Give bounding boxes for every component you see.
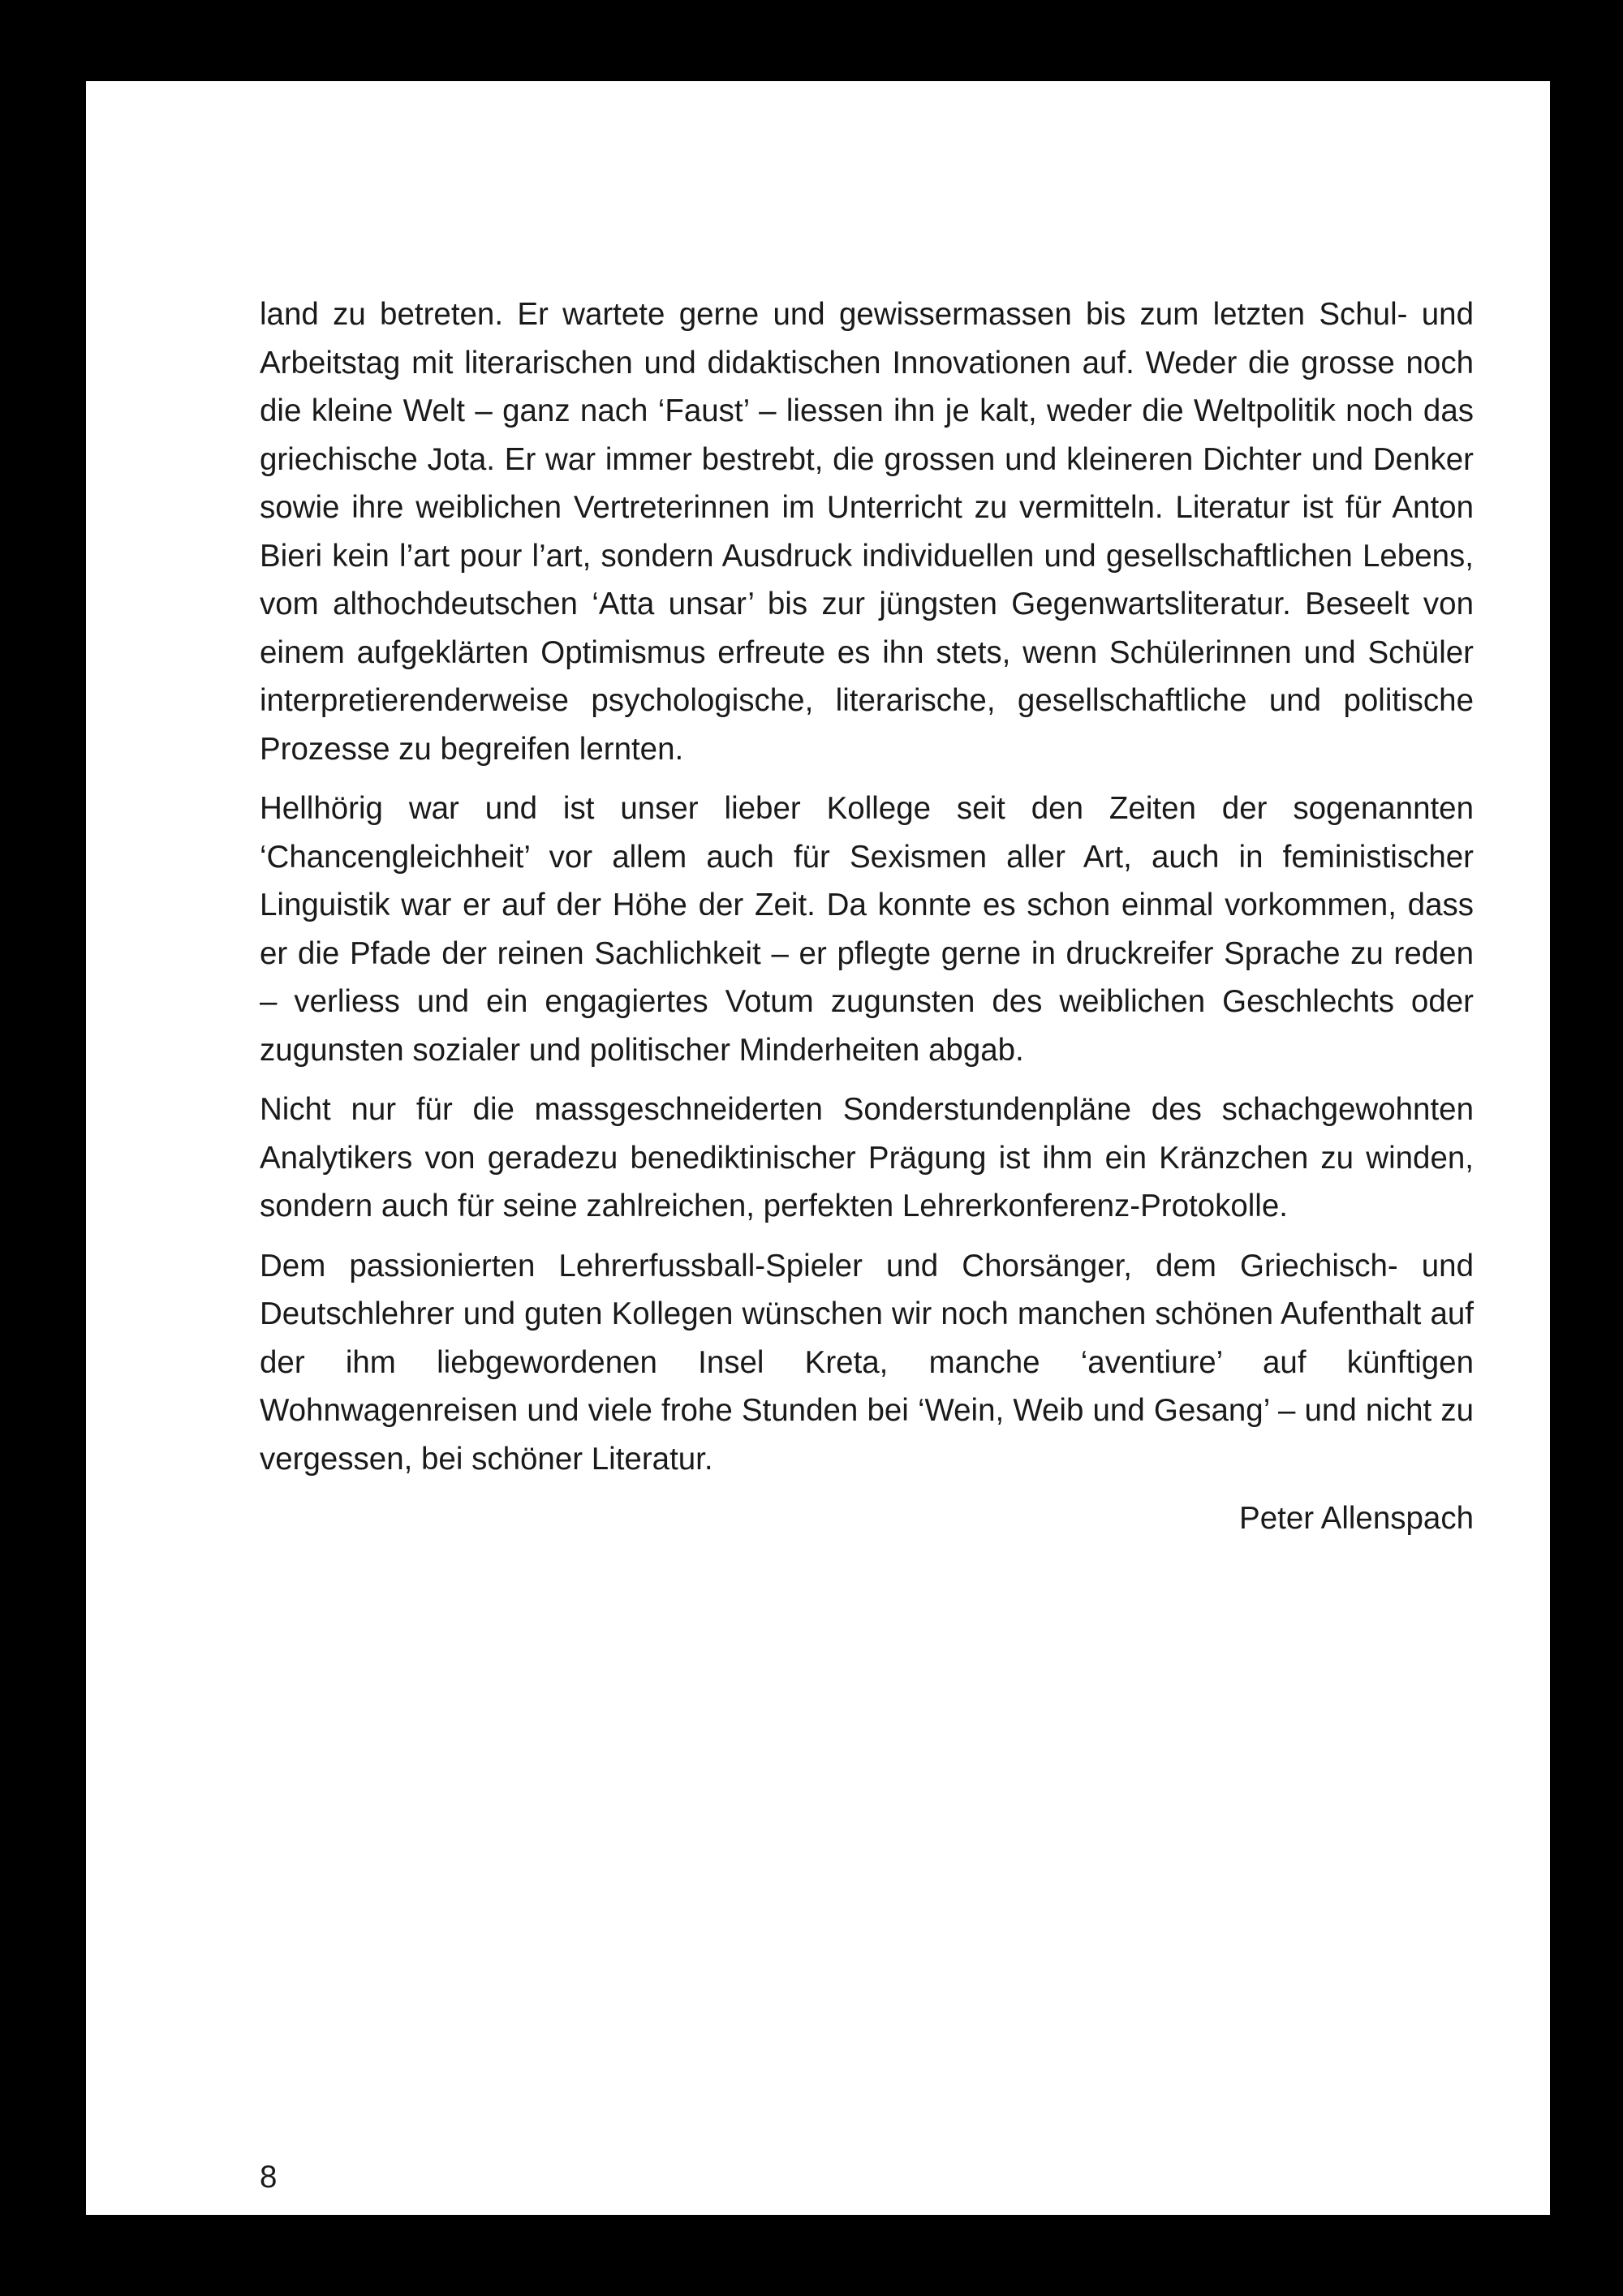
- document-page: [86, 81, 1550, 2215]
- author-signature: Peter Allenspach: [1239, 1501, 1474, 1536]
- paragraph-4: Dem passionierten Lehrerfussball-Spieler und Chorsänger, dem Griechisch- und Deutschlehrer und guten Kollegen wünschen wir noch manchen schönen Aufenthalt auf der ihm liebgewordenen Insel Kreta, manche ‘aventiure’ auf künftigen Wohnwagenreisen und viele frohe Stunden bei ‘Wein, Weib und Gesang’ – und nicht zu vergessen, bei schöner Literatur.: [260, 1248, 1474, 1477]
- body-text: [260, 290, 1474, 1543]
- page-number: 8: [260, 2160, 278, 2195]
- paragraph-3: Nicht nur für die massgeschneiderten Sonderstundenpläne des schachgewohnten Analytikers von geradezu benediktinischer Prägung ist ihm ein Kränzchen zu winden, sondern auch für seine zahlreichen, perfekten Lehrerkonferenz-Protokolle.: [260, 1092, 1474, 1223]
- paragraph-1: land zu betreten. Er wartete gerne und gewissermassen bis zum letzten Schul- und Arbeitstag mit literarischen und didaktischen Innovationen auf. Weder die grosse noch die kleine Welt – ganz nach ‘Faust’ – liessen ihn je kalt, weder die Weltpolitik noch das griechische Jota. Er war immer bestrebt, die grossen und kleineren Dichter und Denker sowie ihre weiblichen Vertreterinnen im Unterricht zu vermitteln. Literatur ist für Anton Bieri kein l’art pour l’art, sondern Ausdruck individuellen und gesellschaftlichen Lebens, vom althochdeutschen ‘Atta unsar’ bis zur jüngsten Gegenwartsliteratur. Beseelt von einem aufgeklärten Optimismus erfreute es ihn stets, wenn Schülerinnen und Schüler interpretierenderweise psychologische, literarische, gesellschaftliche und politische Prozesse zu begreifen lernten.: [260, 297, 1474, 767]
- paragraph-2: Hellhörig war und ist unser lieber Kollege seit den Zeiten der sogenannten ‘Chancengleichheit’ vor allem auch für Sexismen aller Art, auch in feministischer Linguistik war er auf der Höhe der Zeit. Da konnte es schon einmal vorkommen, dass er die Pfade der reinen Sachlichkeit – er pflegte gerne in druckreifer Sprache zu reden – verliess und ein engagiertes Votum zugunsten des weiblichen Geschlechts oder zugunsten sozialer und politischer Minderheiten abgab.: [260, 791, 1474, 1068]
